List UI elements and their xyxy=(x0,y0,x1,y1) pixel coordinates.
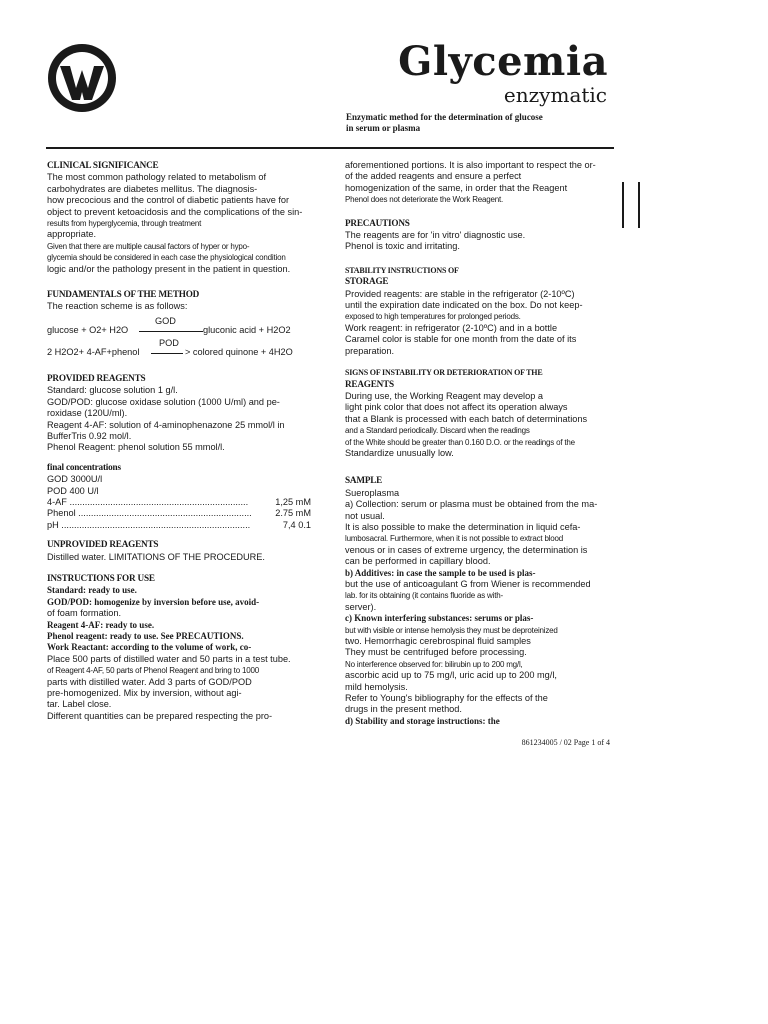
page-footer: 861234005 / 02 Page 1 of 4 xyxy=(521,738,610,747)
paragraph: The reaction scheme is as follows: xyxy=(47,301,188,312)
section-heading: FUNDAMENTALS OF THE METHOD xyxy=(47,289,200,300)
clinical-significance-text: The most common pathology related to metabolism of carbohydrates are diabetes mellitus. The diagnosis- how precocious and the control of diabetic patients have for object to prevent ketoacidosis and the complications of the sin- results from hyperglycemia, through treatment appropriate. Given that there are multiple causal factors of hyper or hypo- glycemia should be considered in each case the physiological condition logic and/or the pathology present in the patient in question. xyxy=(47,172,303,274)
document-title: Glycemia xyxy=(398,38,608,85)
section-heading: CLINICAL SIGNIFICANCE xyxy=(47,160,159,170)
stability-text: Provided reagents: are stable in the refrigerator (2-10ºC) until the expiration date indicated on the box. Do not keep- exposed to high temperatures for prolonged periods. Work reagent: in refrigerator (2-10ºC) and in a bottle Caramel color is stable for one month from the date of its preparation. xyxy=(345,288,583,356)
header-rule xyxy=(46,147,614,149)
paragraph: Distilled water. LIMITATIONS OF THE PROCEDURE. xyxy=(47,551,265,562)
sample-text: Sueroplasma a) Collection: serum or plasma must be obtained from the ma- not usual. It is also possible to make the determination in liquid cefa- lumbosacral. Furthermore, when it is not possible to extract blood venous or in cases of extreme urgency, the determination is can be performed in capillary blood. b) Additives: in case the sample to be used is plas- but the use of anticoagulant G from Wiener is recommended lab. for its obtaining (it contains fluoride as with- server). c) Known interfering substances: serums or plas- but with visible or intense hemolysis they must be deproteinized two. Hemorrhagic cerebrospinal fluid samples They must be centrifuged before processing. No interference observed for: bilirubin up to 200 mg/l, ascorbic acid up to 75 mg/l, uric acid up to 200 mg/l, mild hemolysis. Refer to Young's bibliography for the effects of the drugs in the present method. d) Stability and storage instructions: the xyxy=(345,487,598,726)
margin-bar xyxy=(622,182,624,228)
margin-bar xyxy=(638,182,640,228)
continued-text: aforementioned portions. It is also important to respect the or- of the added reagents and ensure a perfect homogenization of the same, in order that the Reagent Phenol does not deteriorate the Work Reagent. xyxy=(345,160,596,205)
section-heading: UNPROVIDED REAGENTS xyxy=(47,539,159,550)
left-column xyxy=(47,160,311,722)
signs-text: During use, the Working Reagent may develop a light pink color that does not affect its operation always that a Blank is processed with each batch of determinations and a Standard periodically. Discard when the readings of the White should be greater than 0.160 D.O. or the readings of the Standardize unusually low. xyxy=(345,390,588,458)
section-heading: PRECAUTIONS xyxy=(345,217,410,228)
document-subtitle: enzymatic xyxy=(503,83,607,107)
instructions-text: Standard: ready to use. GOD/POD: homogenize by inversion before use, avoid- of foam formation. Reagent 4-AF: ready to use. Phenol reagent: ready to use. See PRECAUTIONS. Work Reactant: according to the volume of work, co- Place 500 parts of distilled water and 50 parts in a test tube. of Reagent 4-AF, 50 parts of Phenol Reagent and bring to 1000 parts with distilled water. Add 3 parts of GOD/POD pre-homogenized. Mix by inversion, without agi- tar. Label close. Different quantities can be prepared respecting the pro- xyxy=(47,585,291,721)
final-concentrations: GOD 3000U/l POD 400 U/l 4-AF ...................................................................... 1,25 mM Phenol .................................................................... 2.75 mM pH .......................................................................... 7,4 0.1 xyxy=(47,474,311,530)
section-heading: SAMPLE xyxy=(345,475,383,486)
right-column xyxy=(345,160,613,727)
intro-text: Enzymatic method for the determination of glucose in serum or plasma xyxy=(346,112,543,133)
section-heading: STABILITY INSTRUCTIONS OF STORAGE xyxy=(345,265,459,287)
section-heading: INSTRUCTIONS FOR USE xyxy=(47,572,155,583)
precautions-text: The reagents are for 'in vitro' diagnostic use. Phenol is toxic and irritating. xyxy=(345,230,526,252)
section-heading: PROVIDED REAGENTS xyxy=(47,372,146,383)
section-heading: SIGNS OF INSTABILITY OR DETERIORATION OF THE REAGENTS xyxy=(345,368,543,389)
provided-reagents-text: Standard: glucose solution 1 g/l. GOD/POD: glucose oxidase solution (1000 U/ml) and pe- roxidase (120U/ml). Reagent 4-AF: solution of 4-aminophenazone 25 mmol/l in BufferTris 0.92 mol/l. Phenol Reagent: phenol solution 55 mmol/l. xyxy=(47,385,285,453)
wiener-logo xyxy=(46,42,118,114)
reaction-2: POD 2 H2O2+ 4-AF+phenol > colored quinone + 4H2O xyxy=(47,337,293,357)
reaction-1: GOD glucose + O2+ H2O gluconic acid + H2O2 xyxy=(47,315,291,335)
section-heading: final concentrations xyxy=(47,461,121,472)
